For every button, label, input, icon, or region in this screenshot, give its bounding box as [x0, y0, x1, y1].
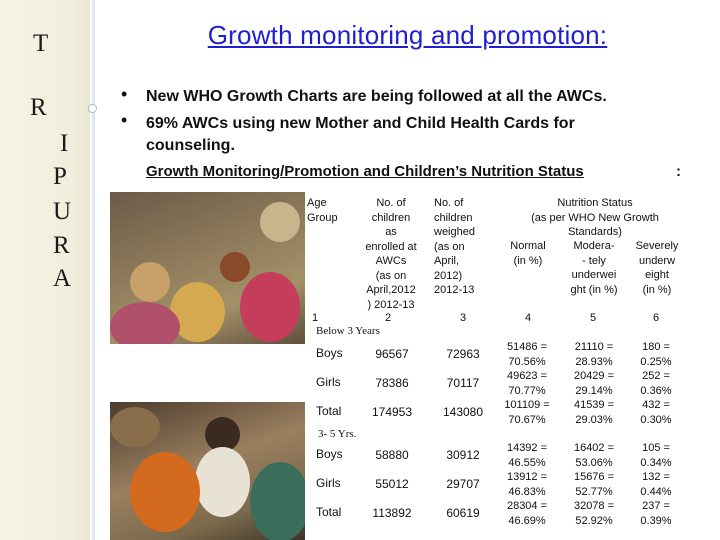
children-photo-top	[110, 192, 310, 344]
moderate-value: 20429 = 29.14%	[573, 370, 615, 397]
normal-value: 101109 = 70.67%	[504, 399, 550, 426]
sidebar-letter: A	[53, 265, 72, 292]
column-number: 3	[459, 312, 467, 324]
header-weighed: No. of children weighed (as on April, 2012) 2012-13	[434, 197, 475, 296]
severe-value: 237 = 0.39%	[640, 500, 672, 527]
sidebar-letter: I	[60, 130, 69, 157]
moderate-value: 16402 = 53.06%	[573, 442, 615, 469]
weighed-value: 143080	[442, 405, 484, 419]
header-severe: Severely underw eight (in %)	[635, 240, 679, 296]
moderate-value: 21110 = 28.93%	[574, 341, 614, 368]
sidebar-letter: T	[33, 30, 49, 57]
row-group-label: Boys	[316, 447, 343, 461]
severe-value: 105 = 0.34%	[640, 442, 672, 469]
severe-value: 252 = 0.36%	[640, 370, 672, 397]
column-number: 5	[589, 312, 597, 324]
enrolled-value: 113892	[372, 506, 412, 520]
severe-value: 132 = 0.44%	[640, 471, 672, 498]
column-number: 2	[384, 312, 392, 324]
section-label-3-5-years: 3- 5 Yrs.	[318, 428, 357, 440]
enrolled-value: 78386	[375, 376, 409, 390]
sidebar-letter: R	[53, 232, 70, 259]
moderate-value: 32078 = 52.92%	[573, 500, 615, 527]
moderate-value: 15676 = 52.77%	[573, 471, 615, 498]
normal-value: 14392 = 46.55%	[506, 442, 548, 469]
weighed-value: 30912	[446, 448, 480, 462]
section-subheading-colon: :	[676, 163, 681, 180]
bullet-dot-icon: •	[121, 84, 128, 104]
weighed-value: 60619	[446, 506, 480, 520]
sidebar-letter: R	[30, 94, 47, 121]
section-label-below-3: Below 3 Years	[316, 325, 380, 337]
header-age-group: Age Group	[307, 197, 338, 224]
header-enrolled: No. of children as enrolled at AWCs (as on April,2012 ) 2012-13	[365, 197, 417, 311]
row-group-label: Girls	[316, 375, 341, 389]
header-nutrition-status: Nutrition Status (as per WHO New Growth Standards)	[531, 197, 659, 238]
enrolled-value: 55012	[375, 477, 409, 491]
weighed-value: 72963	[446, 347, 480, 361]
row-group-label: Boys	[316, 346, 343, 360]
sidebar-letter: P	[53, 163, 67, 190]
row-group-label: Total	[316, 404, 342, 418]
weighed-value: 70117	[446, 376, 480, 390]
column-number: 4	[524, 312, 532, 324]
column-number: 1	[311, 312, 319, 324]
severe-value: 432 = 0.30%	[640, 399, 672, 426]
bullet-text: 69% AWCs using new Mother and Child Health Cards for	[146, 115, 575, 132]
normal-value: 51486 = 70.56%	[506, 341, 548, 368]
row-group-label: Girls	[316, 476, 341, 490]
normal-value: 49623 = 70.77%	[506, 370, 548, 397]
sidebar-letter: U	[53, 198, 72, 225]
normal-value: 13912 = 46.83%	[506, 471, 548, 498]
bullet-text: New WHO Growth Charts are being followed at all the AWCs.	[146, 88, 607, 105]
moderate-value: 41539 = 29.03%	[573, 399, 615, 426]
normal-value: 28304 = 46.69%	[506, 500, 548, 527]
severe-value: 180 = 0.25%	[640, 341, 672, 368]
column-number: 6	[652, 312, 660, 324]
sidebar-dot-icon	[88, 104, 97, 113]
enrolled-value: 58880	[375, 448, 409, 462]
row-group-label: Total	[316, 505, 342, 519]
enrolled-value: 96567	[375, 347, 409, 361]
header-normal: Normal (in %)	[510, 240, 546, 267]
header-moderate: Modera- - tely underwei ght (in %)	[570, 240, 618, 296]
children-photo-bottom	[110, 402, 310, 540]
page-title: Growth monitoring and promotion:	[207, 20, 608, 50]
weighed-value: 29707	[446, 477, 480, 491]
section-subheading: Growth Monitoring/Promotion and Children’s Nutrition Status	[146, 163, 584, 180]
bullet-dot-icon: •	[121, 110, 128, 130]
sidebar-divider	[92, 0, 95, 540]
sidebar-panel	[0, 0, 90, 540]
enrolled-value: 174953	[371, 405, 413, 419]
bullet-text-continuation: counseling.	[146, 137, 235, 154]
